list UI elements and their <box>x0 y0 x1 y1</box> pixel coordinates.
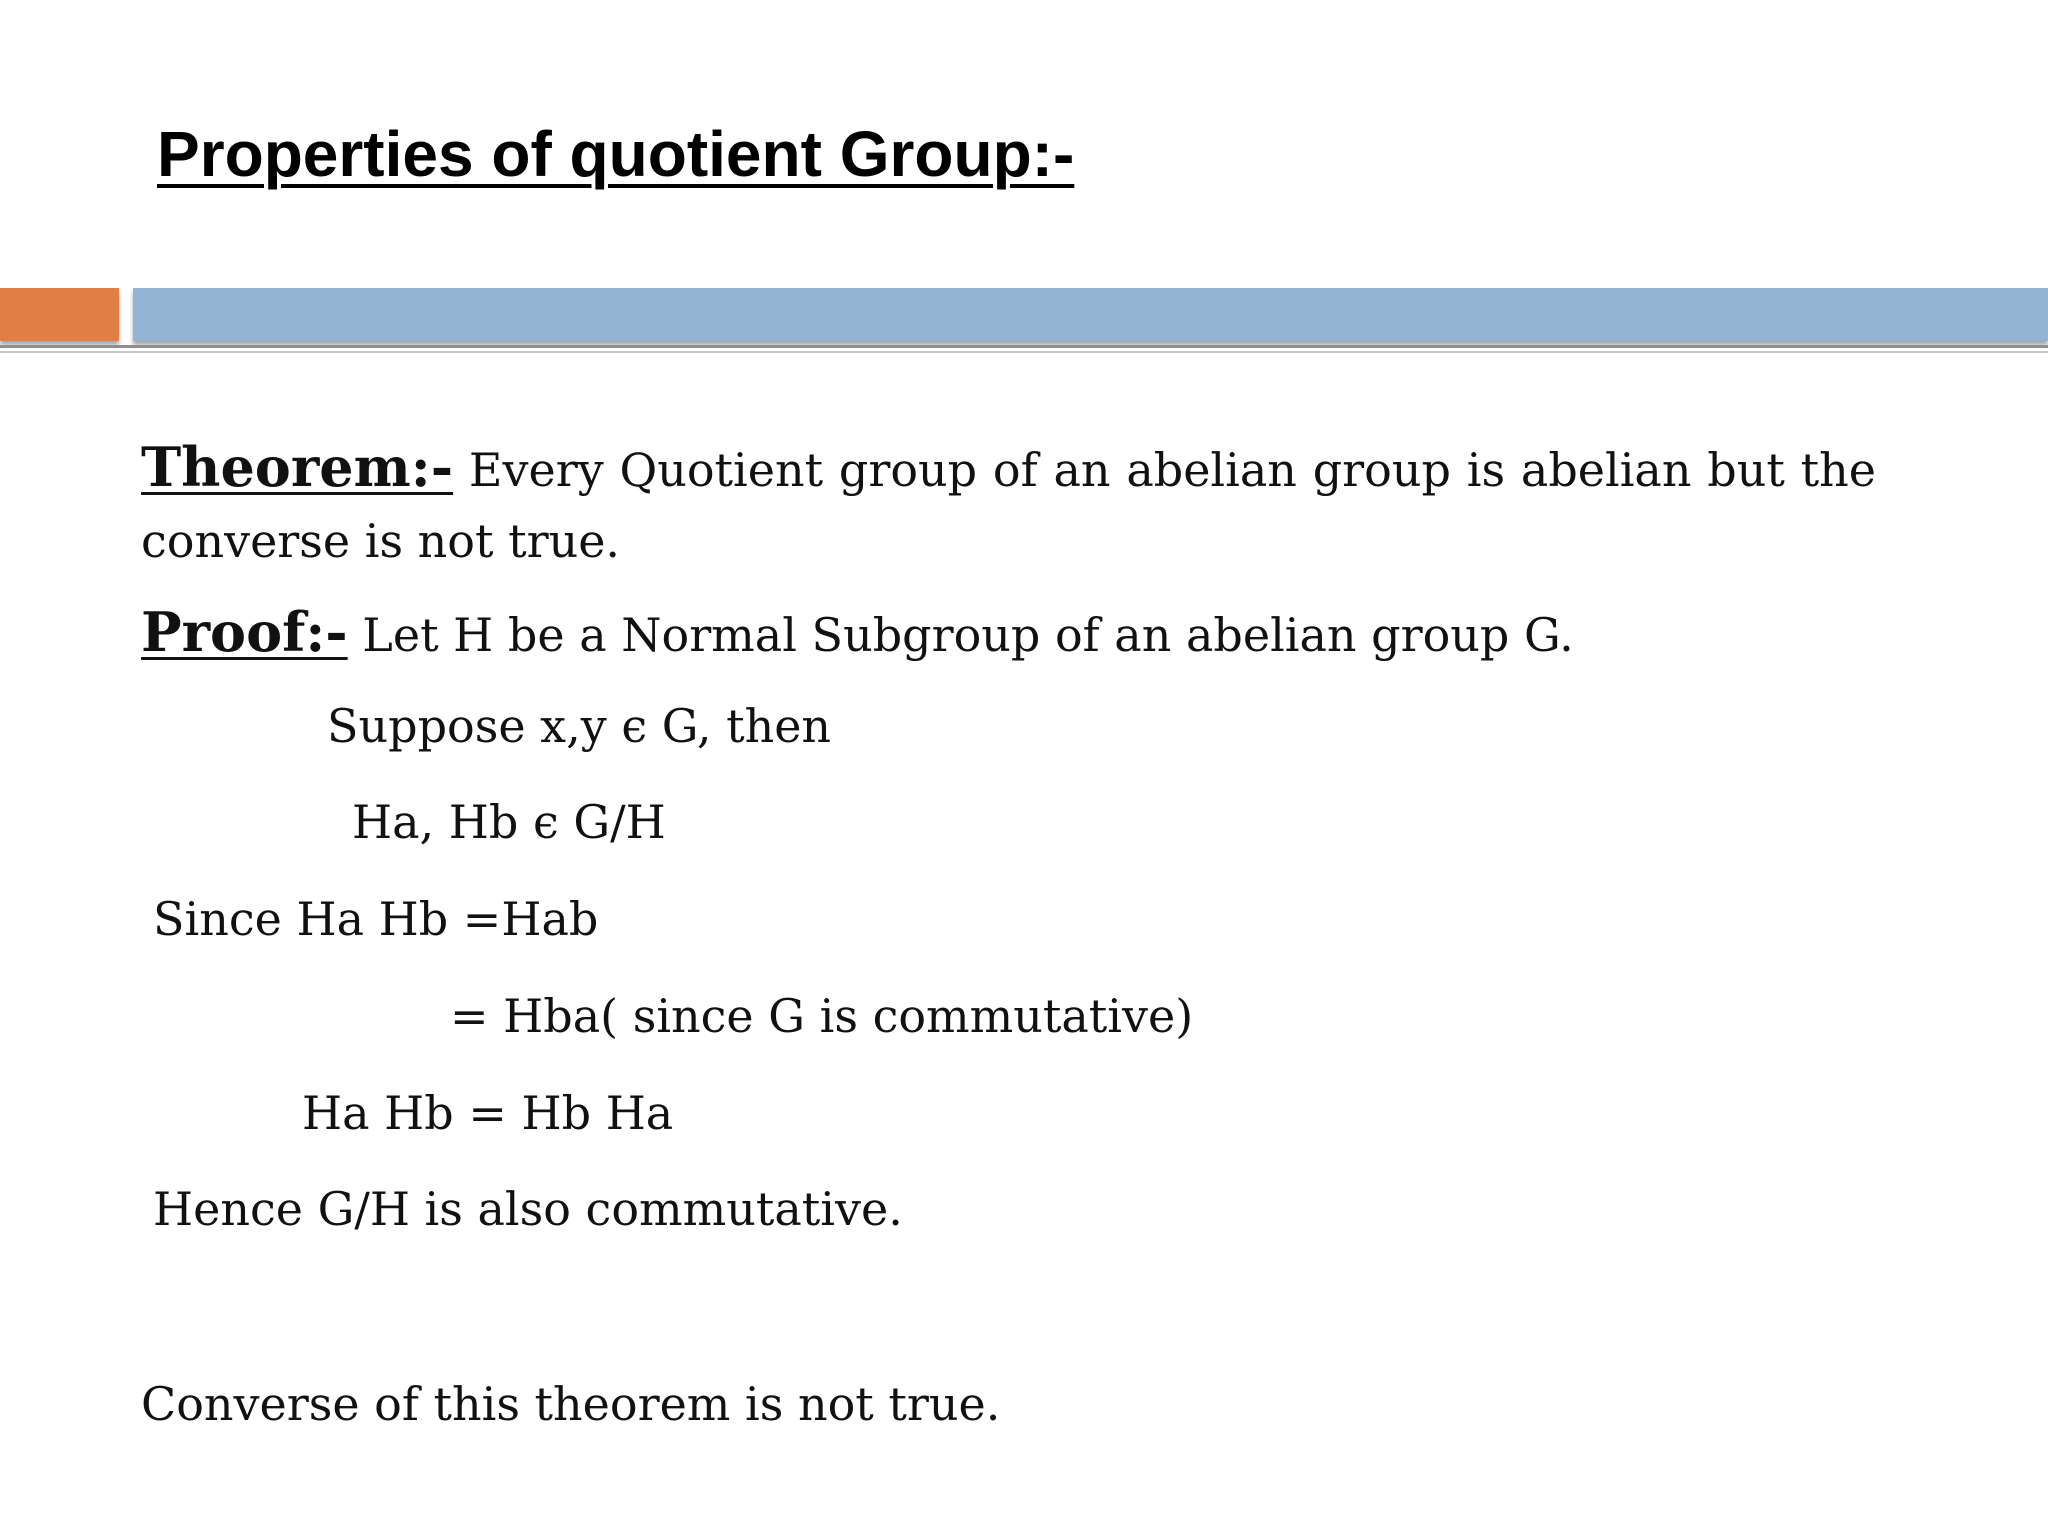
since-line: Since Ha Hb =Hab <box>153 892 599 946</box>
proof-line <box>141 600 1574 664</box>
suppose-line: Suppose x,y ϵ G, then <box>327 699 832 753</box>
theorem-statement <box>141 432 1876 577</box>
cosets-line: Ha, Hb ϵ G/H <box>352 795 666 849</box>
theorem-text: Every Quotient group of an abelian group is abelian but the converse is not true. <box>141 443 1876 568</box>
accent-bar <box>0 288 119 341</box>
slide-title: Properties of quotient Group:- <box>157 118 1075 190</box>
result-line: Ha Hb = Hb Ha <box>302 1086 674 1140</box>
theorem-label: Theorem:- <box>141 435 454 499</box>
equals-line: = Hba( since G is commutative) <box>450 989 1194 1043</box>
divider-rule-light <box>0 351 2048 353</box>
proof-label: Proof:- <box>141 600 348 664</box>
divider-rule <box>0 345 2048 348</box>
converse-line: Converse of this theorem is not true. <box>141 1377 1001 1431</box>
header-bar <box>133 288 2048 341</box>
hence-line: Hence G/H is also commutative. <box>153 1182 903 1236</box>
proof-text: Let H be a Normal Subgroup of an abelian group G. <box>347 608 1574 662</box>
